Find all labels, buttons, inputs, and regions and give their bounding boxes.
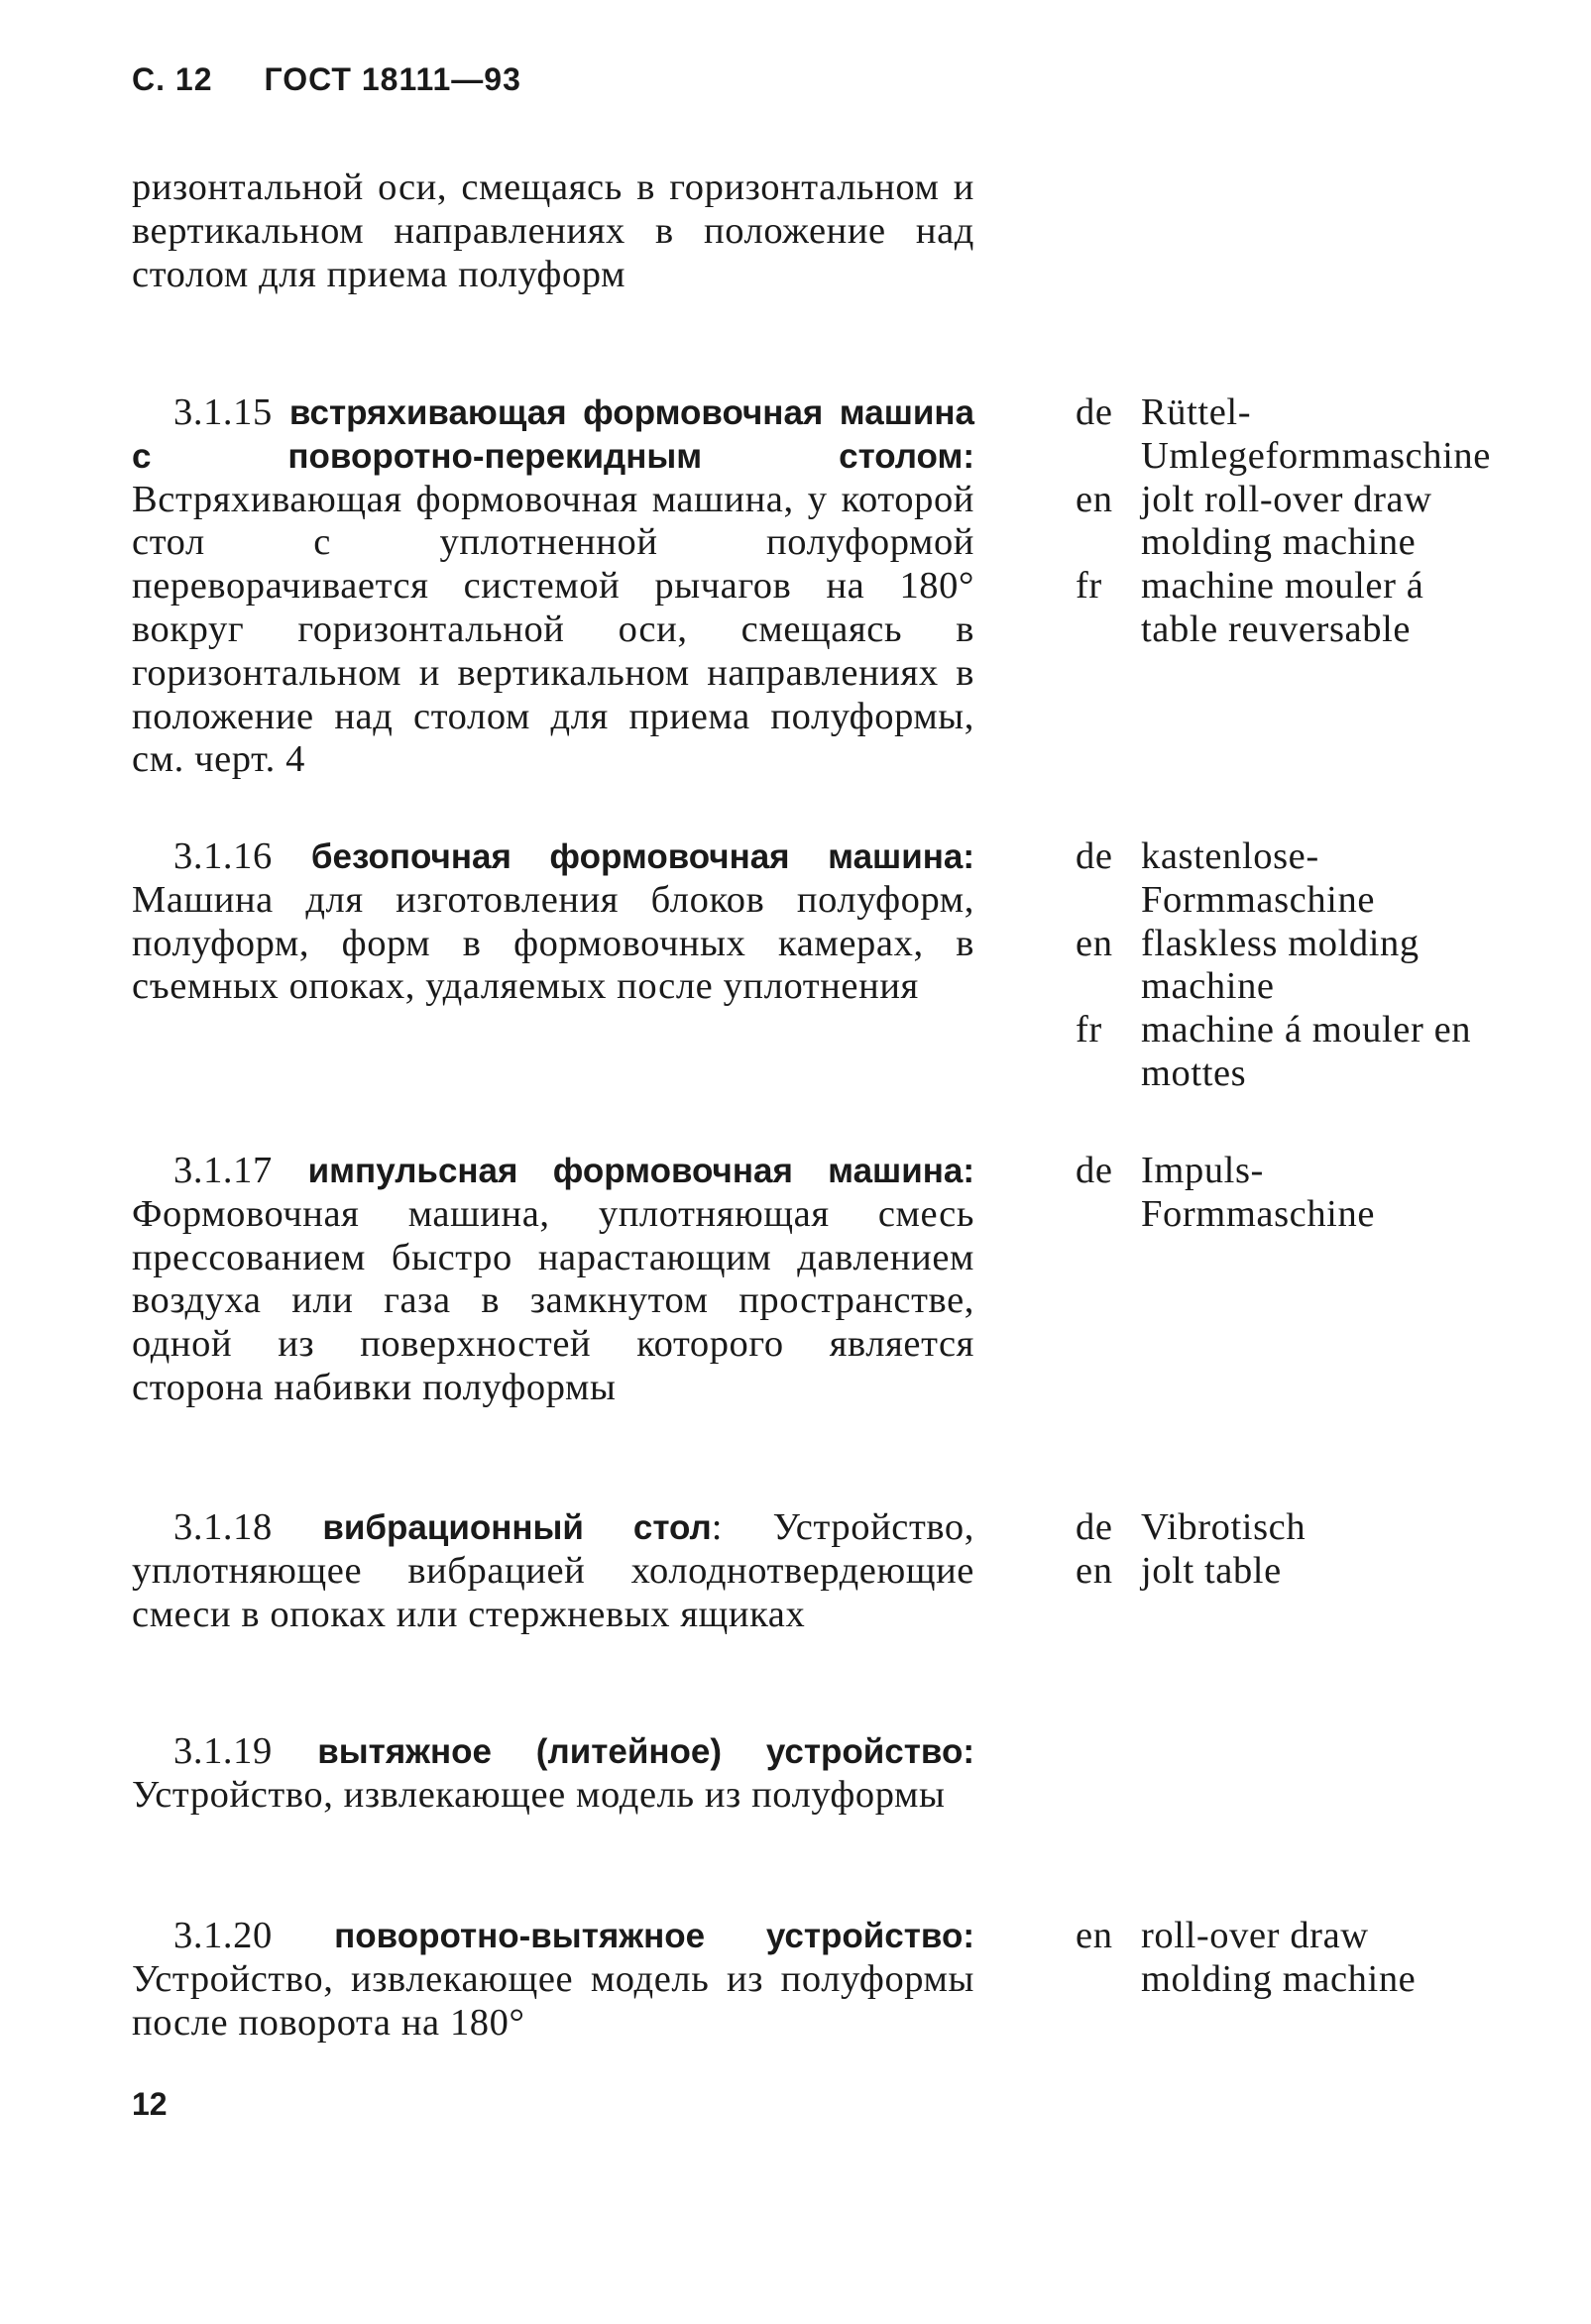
entry-term: вибрационный стол [322,1508,712,1547]
lang-code: en [1076,1915,1113,1956]
entry-3-1-16 [132,835,974,1009]
equivalent-row [1076,923,1492,1010]
lang-code: de [1076,1506,1113,1548]
lang-code: en [1076,478,1113,520]
entry-3-1-17 [132,1150,974,1410]
entry-definition: Устройство, извлекающее модель из полуформы после поворота на 180° [132,1957,974,2044]
equivalent-term: machine mouler á table reuversable [1141,565,1424,650]
equivalent-row [1076,1150,1492,1237]
lang-code: en [1076,922,1113,964]
lang-code: de [1076,1150,1113,1191]
entry-definition: Формовочная машина, уплотняющая смесь прессованием быстро нарастающим давлением воздуха или газа в замкнутом пространстве, одной из поверхностей которого является сторона набивки полуформы [132,1192,974,1408]
entry-term: встряхивающая формовочная машина с поворотно-перекидным столом: [132,393,974,476]
entry-definition: Устройство, извлекающее модель из полуформы [132,1773,946,1816]
page-number: 12 [132,2086,168,2122]
equivalent-row [1076,391,1492,479]
entry-term: безопочная формовочная машина: [310,837,974,876]
equivalents-3-1-18 [1076,1506,1492,1594]
equivalent-term: Vibrotisch [1141,1506,1307,1548]
lang-code: de [1076,391,1113,433]
standard-label: ГОСТ 18111—93 [264,61,521,97]
lang-code: de [1076,835,1113,877]
entry-term: вытяжное (литейное) устройство: [317,1732,974,1771]
entry-3-1-20 [132,1915,974,2045]
equivalent-term: Rüttel-Umlegeformmaschine [1141,391,1491,477]
page-header [132,61,521,98]
equivalents-3-1-20 [1076,1915,1492,2002]
equivalent-row [1076,1506,1492,1550]
entry-number: 3.1.18 [173,1506,273,1548]
equivalent-term: Impuls-Formmaschine [1141,1150,1376,1235]
entry-term: поворотно-вытяжное устройство: [334,1917,974,1955]
equivalent-term: jolt table [1141,1549,1282,1592]
lang-code: fr [1076,565,1102,608]
entry-3-1-19 [132,1730,974,1818]
entry-3-1-18 [132,1506,974,1636]
equivalent-row [1076,835,1492,923]
continuation-paragraph [132,166,974,296]
equivalent-row [1076,479,1492,566]
entry-definition: Машина для изготовления блоков полуформ, полуформ, форм в формовочных камерах, в съемных опоках, удаляемых после уплотнения [132,878,974,1008]
entry-number: 3.1.20 [173,1915,273,1956]
equivalent-term: flaskless molding machine [1141,922,1420,1008]
continuation-text: ризонтальной оси, смещаясь в горизонтальном и вертикальном направлениях в положение над столом для приема полуформ [132,166,974,295]
equivalent-row [1076,1550,1492,1594]
entry-number: 3.1.19 [173,1730,273,1772]
equivalent-term: jolt roll-over draw molding machine [1141,478,1432,564]
entry-definition: : Устройство, уплотняющее вибрацией холоднотвердеющие смеси в опоках или стержневых ящиках [132,1506,974,1635]
equivalent-row [1076,1915,1492,2002]
entry-number: 3.1.17 [173,1150,273,1191]
entry-number: 3.1.16 [173,835,273,877]
equivalent-row [1076,565,1492,652]
equivalent-term: kastenlose-Formmaschine [1141,835,1376,921]
equivalent-term: roll-over draw molding machine [1141,1915,1417,2000]
equivalents-3-1-15 [1076,391,1492,652]
entry-3-1-15 [132,391,974,782]
entry-number: 3.1.15 [173,391,273,433]
lang-code: en [1076,1549,1113,1592]
equivalent-term: machine á mouler en mottes [1141,1009,1472,1094]
entry-definition: Встряхивающая формовочная машина, у которой стол с уплотненной полуформой переворачивается системой рычагов на 180° вокруг горизонтальной оси, смещаясь в горизонтальном и вертикальном направлениях в положение над столом для приема полуформы, см. черт. 4 [132,478,974,781]
lang-code: fr [1076,1009,1102,1051]
equivalents-3-1-16 [1076,835,1492,1096]
page-label: С. 12 [132,61,213,97]
equivalent-row [1076,1009,1492,1096]
equivalents-3-1-17 [1076,1150,1492,1237]
entry-term: импульсная формовочная машина: [307,1152,974,1190]
